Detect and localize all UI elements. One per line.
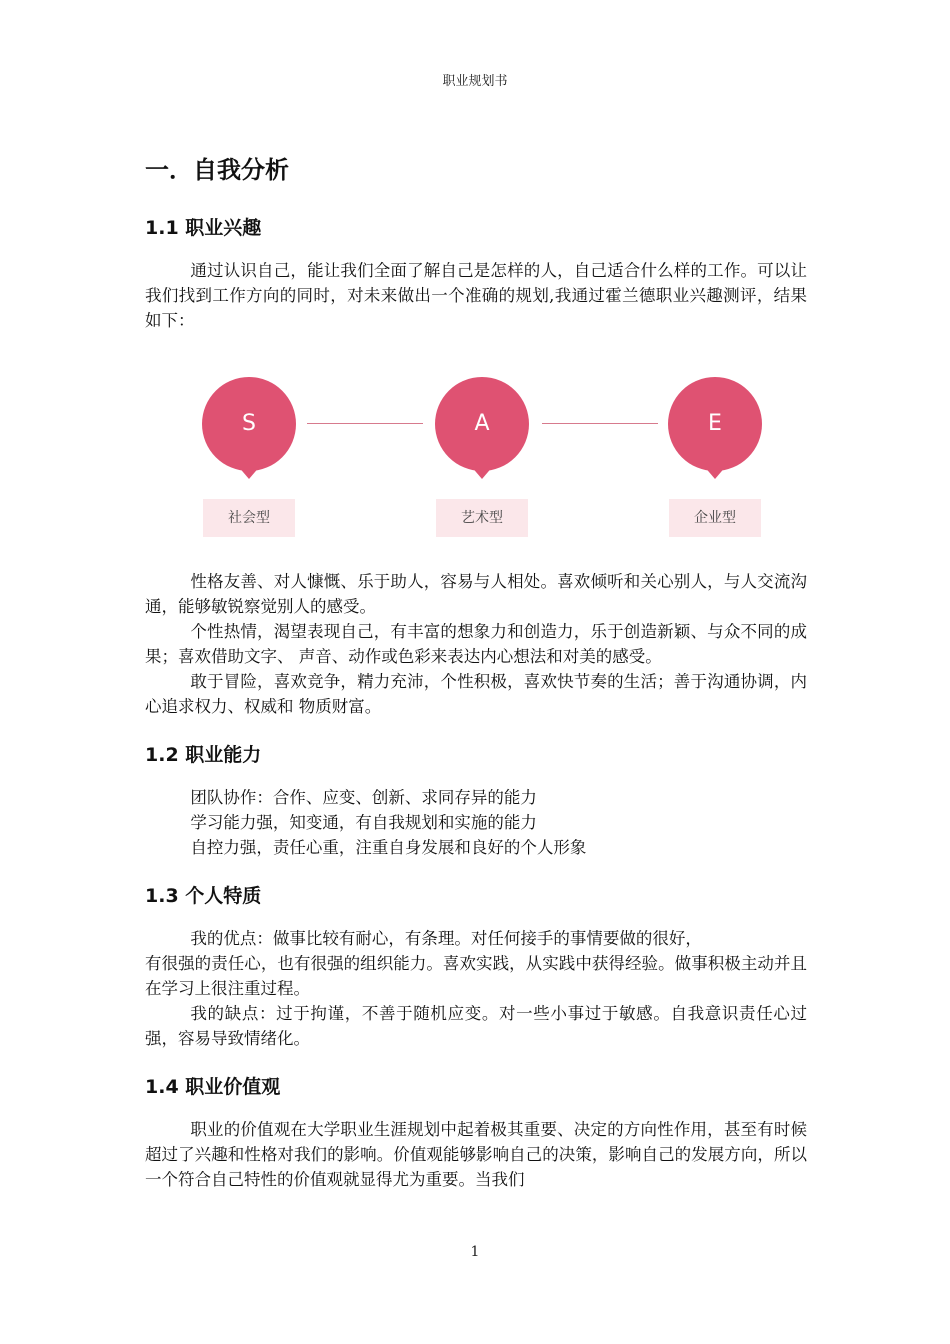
heading-career-values: 1.4 职业价值观	[145, 1076, 281, 1098]
pointer-triangle	[470, 465, 494, 479]
heading-career-interest: 1.1 职业兴趣	[145, 217, 262, 239]
pointer-triangle	[703, 465, 727, 479]
holland-label: 社会型	[203, 499, 295, 537]
interest-intro-paragraph: 通过认识自己，能让我们全面了解自己是怎样的人，自己适合什么样的工作。可以让我们找到工作方向的同时，对未来做出一个准确的规划,我通过霍兰德职业兴趣测评，结果如下：	[145, 261, 807, 330]
page-header: 职业规划书	[442, 74, 508, 89]
interest-paragraph-social: 性格友善、对人慷慨、乐于助人，容易与人相处。喜欢倾听和关心别人，与人交流沟通，能够敏锐察觉别人的感受。	[145, 572, 807, 616]
traits-weaknesses: 我的缺点：过于拘谨，不善于随机应变。对一些小事过于敏感。自我意识责任心过强，容易导致情绪化。	[145, 1004, 807, 1048]
heading-personal-traits: 1.3 个人特质	[145, 885, 262, 907]
ability-line: 团队协作：合作、应变、创新、求同存异的能力	[190, 788, 537, 807]
section-title-self-analysis: 一．自我分析	[145, 156, 289, 184]
connector-line	[307, 423, 423, 424]
connector-line	[542, 423, 658, 424]
pointer-triangle	[237, 465, 261, 479]
holland-circle: E	[668, 377, 762, 471]
holland-code-diagram	[145, 377, 807, 545]
ability-line: 学习能力强，知变通，有自我规划和实施的能力	[190, 813, 537, 832]
interest-paragraph-enterprising: 敢于冒险，喜欢竞争，精力充沛，个性积极，喜欢快节奏的生活；善于沟通协调，内心追求权力、权威和 物质财富。	[145, 672, 807, 716]
document-body	[145, 150, 807, 1192]
holland-circle: S	[202, 377, 296, 471]
holland-label: 艺术型	[436, 499, 528, 537]
page-number: 1	[470, 1244, 480, 1260]
traits-strengths-line: 我的优点：做事比较有耐心，有条理。对任何接手的事情要做的很好，	[190, 929, 702, 948]
values-paragraph: 职业的价值观在大学职业生涯规划中起着极其重要、决定的方向性作用，甚至有时候超过了兴趣和性格对我们的影响。价值观能够影响自己的决策，影响自己的发展方向，所以一个符合自己特性的价值观就显得尤为重要。当我们	[145, 1120, 807, 1189]
holland-node-s	[202, 377, 296, 497]
ability-line: 自控力强，责任心重，注重自身发展和良好的个人形象	[190, 838, 587, 857]
holland-node-a	[435, 377, 529, 497]
traits-strengths-continued: 有很强的责任心，也有很强的组织能力。喜欢实践，从实践中获得经验。做事积极主动并且在学习上很注重过程。	[145, 954, 807, 998]
heading-career-ability: 1.2 职业能力	[145, 744, 262, 766]
interest-paragraph-artistic: 个性热情，渴望表现自己，有丰富的想象力和创造力，乐于创造新颖、与众不同的成果；喜欢借助文字、 声音、动作或色彩来表达内心想法和对美的感受。	[145, 622, 807, 666]
holland-circle: A	[435, 377, 529, 471]
holland-label: 企业型	[669, 499, 761, 537]
holland-node-e	[668, 377, 762, 497]
